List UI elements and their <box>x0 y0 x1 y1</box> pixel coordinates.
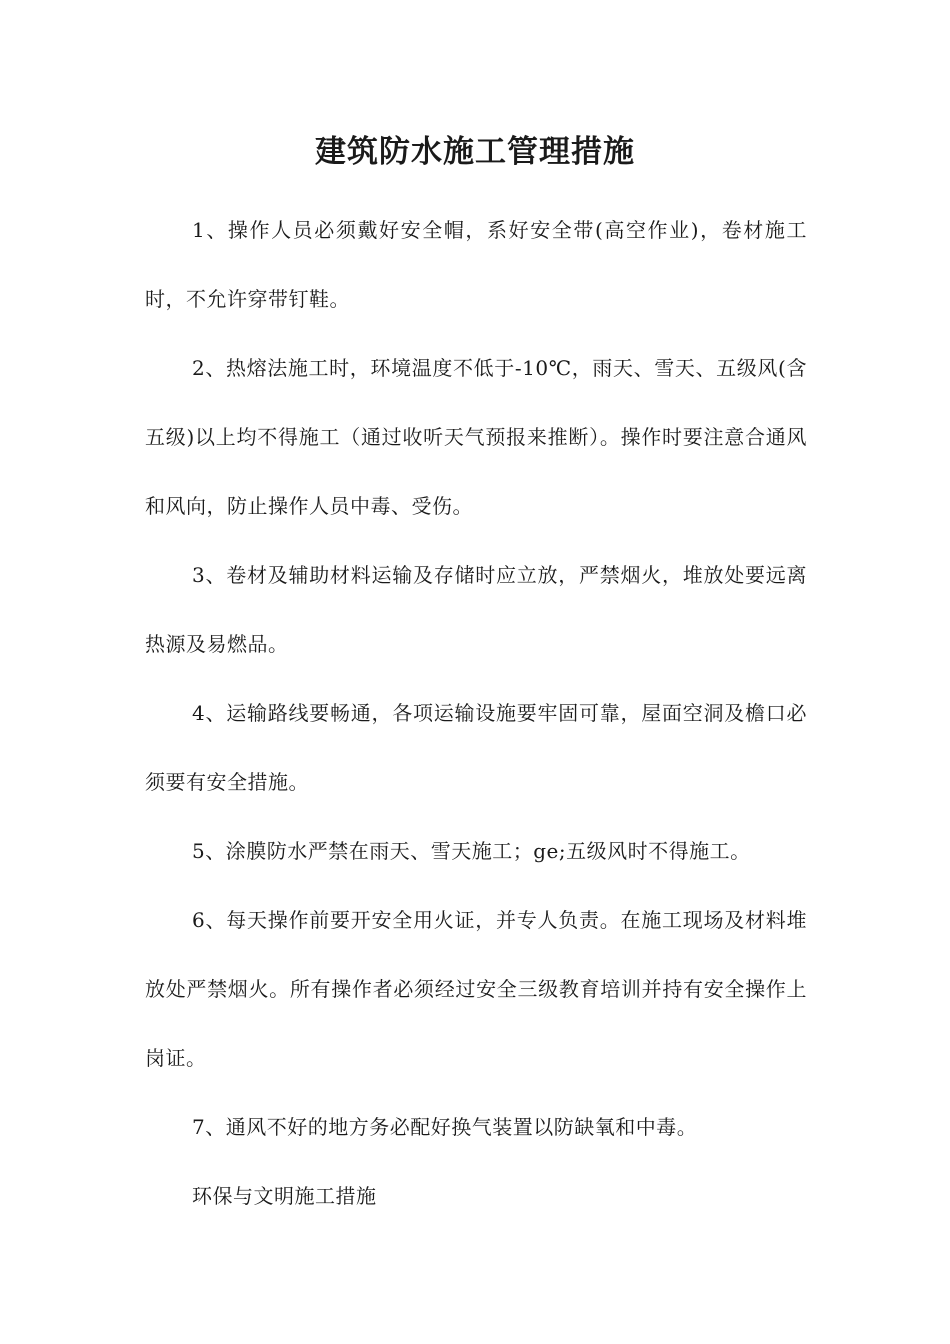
paragraph-1: 1、操作人员必须戴好安全帽，系好安全带(高空作业)，卷材施工时，不允许穿带钉鞋。 <box>145 218 807 311</box>
paragraph-3: 3、卷材及辅助材料运输及存储时应立放，严禁烟火，堆放处要远离热源及易燃品。 <box>145 563 807 656</box>
section-heading: 环保与文明施工措施 <box>192 1184 377 1208</box>
document-body <box>145 196 807 1231</box>
paragraph-7: 7、通风不好的地方务必配好换气装置以防缺氧和中毒。 <box>192 1115 698 1139</box>
document-title: 建筑防水施工管理措施 <box>315 134 635 170</box>
paragraph-6: 6、每天操作前要开安全用火证，并专人负责。在施工现场及材料堆放处严禁烟火。所有操作者必须经过安全三级教育培训并持有安全操作上岗证。 <box>145 908 807 1070</box>
paragraph-4: 4、运输路线要畅通，各项运输设施要牢固可靠，屋面空洞及檐口必须要有安全措施。 <box>145 701 807 794</box>
paragraph-2: 2、热熔法施工时，环境温度不低于-10℃，雨天、雪天、五级风(含五级)以上均不得施工（通过收听天气预报来推断）。操作时要注意合通风和风向，防止操作人员中毒、受伤。 <box>145 356 807 518</box>
paragraph-5: 5、涂膜防水严禁在雨天、雪天施工；ge;五级风时不得施工。 <box>192 839 751 863</box>
